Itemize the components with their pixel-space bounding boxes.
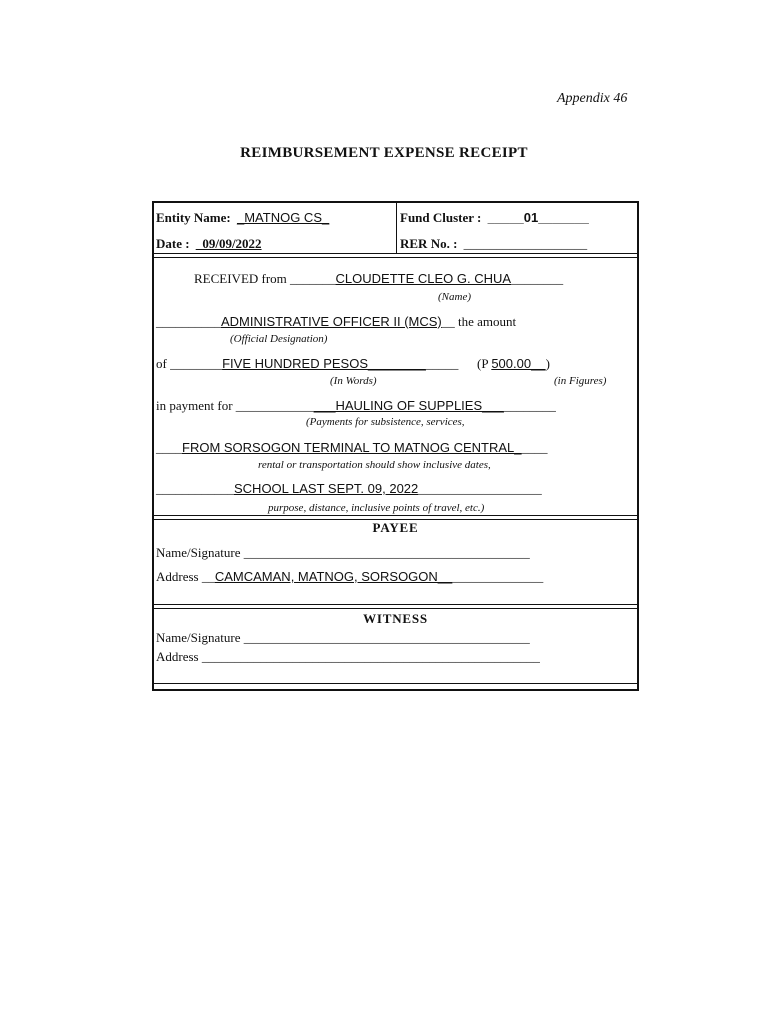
amount-prefix: of xyxy=(156,356,167,371)
designation-lead: __________ xyxy=(156,314,221,329)
payment-for-label: in payment for xyxy=(156,398,233,413)
designation-row xyxy=(156,314,516,330)
purpose-value[interactable]: SCHOOL LAST SEPT. 09, 2022 xyxy=(234,481,419,496)
witness-address-row xyxy=(156,649,540,665)
payee-heading: PAYEE xyxy=(372,520,419,535)
witness-name-label: Name/Signature xyxy=(156,630,241,645)
payee-address-trail: ______________ xyxy=(452,569,544,584)
received-from-row xyxy=(194,271,563,287)
entity-name-label: Entity Name: xyxy=(156,210,231,225)
amount-row xyxy=(156,356,458,372)
route-row xyxy=(156,440,548,456)
route-trail: ____ xyxy=(521,440,548,455)
caption-name: (Name) xyxy=(438,291,471,303)
purpose-row xyxy=(156,481,542,497)
received-from-label: RECEIVED from xyxy=(194,271,287,286)
amount-trail: _____ xyxy=(425,356,459,371)
caption-purpose: purpose, distance, inclusive points of travel, etc.) xyxy=(268,502,485,514)
purpose-lead: ____________ xyxy=(156,481,234,496)
caption-in-figures: (in Figures) xyxy=(554,375,607,387)
witness-name-row xyxy=(156,630,530,646)
witness-address-line[interactable]: ____________________________________________________ xyxy=(201,649,540,664)
payment-trail: ________ xyxy=(503,398,556,413)
header-divider xyxy=(396,203,397,253)
the-amount-label: the amount xyxy=(458,314,517,329)
payment-lead: ____________ xyxy=(235,398,314,413)
fund-cluster-value[interactable]: _____01_______ xyxy=(487,210,589,225)
designation-trail: __ xyxy=(441,314,455,329)
route-value[interactable]: FROM SORSOGON TERMINAL TO MATNOG CENTRAL_ xyxy=(182,440,522,455)
payee-address-row xyxy=(156,569,543,585)
fund-cluster-row xyxy=(400,210,589,226)
received-from-blank: _______ xyxy=(290,271,336,286)
header-separator xyxy=(154,253,637,258)
payment-purpose-value[interactable]: ___HAULING OF SUPPLIES___ xyxy=(313,398,504,413)
payee-address-lead: __ xyxy=(201,569,215,584)
entity-name-row xyxy=(156,210,329,226)
received-from-name[interactable]: CLOUDETTE CLEO G. CHUA xyxy=(335,271,512,286)
designation-value[interactable]: ADMINISTRATIVE OFFICER II (MCS) xyxy=(221,314,442,329)
purpose-trail: ___________________ xyxy=(418,481,542,496)
date-label: Date : xyxy=(156,236,190,251)
witness-signature-line[interactable]: ____________________________________________ xyxy=(243,630,530,645)
appendix-label: Appendix 46 xyxy=(557,91,628,106)
figures-open: (P xyxy=(477,356,489,371)
rer-value[interactable]: ___________________ xyxy=(463,236,588,251)
witness-heading: WITNESS xyxy=(363,611,428,626)
witness-separator xyxy=(154,604,637,609)
caption-designation: (Official Designation) xyxy=(230,333,328,345)
payee-address-label: Address xyxy=(156,569,199,584)
amount-figures-row xyxy=(477,356,550,372)
payee-name-label: Name/Signature xyxy=(156,545,241,560)
witness-address-label: Address xyxy=(156,649,199,664)
rer-row xyxy=(400,236,587,252)
amount-in-figures[interactable]: 500.00__ xyxy=(491,356,546,371)
payee-address-value[interactable]: CAMCAMAN, MATNOG, SORSOGON__ xyxy=(214,569,453,584)
fund-cluster-label: Fund Cluster : xyxy=(400,210,482,225)
amount-in-words[interactable]: FIVE HUNDRED PESOS________ xyxy=(222,356,426,371)
figures-close: ) xyxy=(545,356,550,371)
entity-name-value[interactable]: _MATNOG CS_ xyxy=(237,210,330,225)
date-row xyxy=(156,236,262,252)
caption-in-words: (In Words) xyxy=(330,375,377,387)
route-lead: ____ xyxy=(156,440,182,455)
rer-label: RER No. : xyxy=(400,236,458,251)
caption-payments: (Payments for subsistence, services, xyxy=(306,416,465,428)
receipt-form xyxy=(152,201,639,691)
amount-lead: ________ xyxy=(170,356,223,371)
payee-name-row xyxy=(156,545,530,561)
date-value[interactable]: _09/09/2022 xyxy=(195,236,262,251)
caption-rental: rental or transportation should show inclusive dates, xyxy=(258,459,491,471)
form-bottom-rule xyxy=(154,683,637,684)
payment-for-row xyxy=(156,398,556,414)
page-title: REIMBURSEMENT EXPENSE RECEIPT xyxy=(240,145,528,161)
received-from-tail: ________ xyxy=(511,271,564,286)
payee-signature-line[interactable]: ____________________________________________ xyxy=(243,545,530,560)
